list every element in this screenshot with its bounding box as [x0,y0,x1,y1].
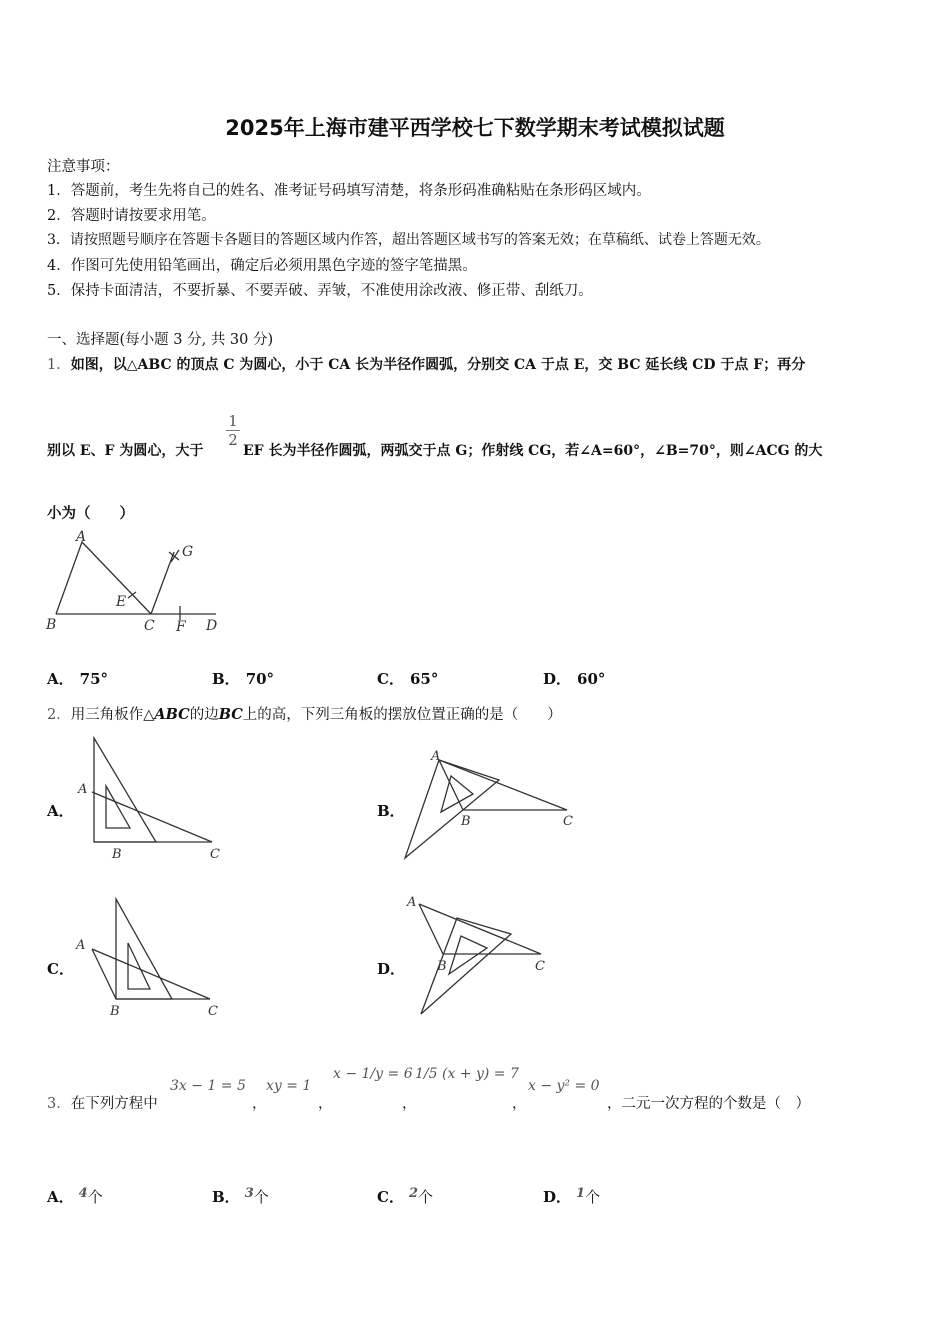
notice-item-4: 4．作图可先使用铅笔画出，确定后必须用黑色字迹的签字笔描黑。 [47,258,477,274]
question-1-line-3: 小为（ ） [47,505,134,522]
set-square-large [116,899,172,999]
set-square-large [421,918,511,1014]
label-a: A [76,529,87,545]
triangle-abc [56,542,151,614]
q3-option-c[interactable]: C． 2个 [377,1186,434,1206]
separator-4: ， [512,1096,527,1112]
svg-text:A: A [407,895,417,910]
triangle-abc [419,904,541,954]
label-b: B [46,617,57,633]
set-square-large [405,760,499,858]
ray-cg [151,552,174,614]
svg-text:B: B [112,847,122,862]
notice-item-2: 2．答题时请按要求用笔。 [47,208,216,224]
question-1-line-2b: EF 长为半径作圆弧，两弧交于点 G；作射线 CG，若∠A=60°，∠B=70°，则∠ACG 的大 [243,443,823,459]
svg-text:A: A [431,749,441,764]
equation-2: xy = 1 [266,1078,312,1094]
label-f: F [176,619,186,635]
svg-text:B: B [461,814,471,829]
set-square-inner [441,776,473,812]
set-square-inner [449,936,487,974]
separator-3: ， [402,1096,417,1112]
q2-option-c[interactable]: C． [47,960,74,978]
triangle-side-ab [92,949,116,999]
svg-text:C: C [535,959,545,974]
svg-text:C: C [563,814,573,829]
notice-item-5: 5．保持卡面清洁，不要折暴、不要弄破、弄皱，不准使用涂改液、修正带、刮纸刀。 [47,283,593,299]
q2-option-d[interactable]: D． [377,960,406,978]
question-2-text: 2．用三角板作△ABC的边BC上的高，下列三角板的摆放位置正确的是（ ） [47,706,562,723]
svg-text:B: B [437,959,447,974]
option-a[interactable]: A． 75° [47,670,109,688]
label-c: C [144,618,155,634]
set-square-large [94,738,156,842]
label-g: G [182,544,194,560]
equation-3: x − 1/y = 6 [333,1066,413,1082]
q2-figure-b [395,740,595,865]
section-heading: 一、选择题(每小题 3 分, 共 30 分) [47,332,274,348]
question-1-line-2: 别以 E、F 为圆心，大于 [47,443,204,459]
fraction-half: 1 2 [226,412,240,449]
page-title: 2025年上海市建平西学校七下数学期末考试模拟试题 [225,116,725,140]
separator-2: ， [318,1096,333,1112]
question-1-figure [40,528,230,638]
separator-1: ， [252,1096,267,1112]
svg-text:C: C [208,1004,218,1019]
question-1-line-1: 1．如图，以△ABC 的顶点 C 为圆心，小于 CA 长为半径作圆弧，分别交 CA 于点 E，交 BC 延长线 CD 于点 F；再分 [47,357,806,373]
q2-figure-d [395,890,595,1020]
question-number: 1． [47,357,71,373]
q2-figure-a [70,730,230,865]
svg-text:A: A [76,938,86,953]
equation-5: x − y² = 0 [528,1078,600,1094]
equation-4: 1/5 (x + y) = 7 [415,1066,519,1082]
question-3-text: 3．在下列方程中 [47,1096,158,1112]
notice-item-1: 1．答题前，考生先将自己的姓名、准考证号码填写清楚，将条形码准确粘贴在条形码区域内。 [47,183,651,199]
q2-figure-c [70,893,230,1028]
triangle-side-ac [92,949,210,999]
q2-option-a[interactable]: A． [47,802,74,820]
svg-text:A: A [78,782,88,797]
q2-option-b[interactable]: B． [377,802,405,820]
equation-1: 3x − 1 = 5 [170,1078,246,1094]
question-3-tail: ，二元一次方程的个数是（ ） [607,1096,810,1112]
option-d[interactable]: D． 60° [543,670,606,688]
q3-option-d[interactable]: D． 1个 [543,1186,601,1206]
q3-option-a[interactable]: A． 4个 [47,1186,103,1206]
q3-option-b[interactable]: B． 3个 [212,1186,269,1206]
notice-item-3: 3．请按照题号顺序在答题卡各题目的答题区域内作答，超出答题区域书写的答案无效；在草稿纸、试卷上答题无效。 [47,232,770,248]
option-b[interactable]: B． 70° [212,670,275,688]
label-d: D [206,618,218,634]
notice-heading: 注意事项： [47,159,120,175]
label-e: E [116,594,127,610]
option-c[interactable]: C． 65° [377,670,439,688]
svg-text:B: B [110,1004,120,1019]
svg-text:C: C [210,847,220,862]
